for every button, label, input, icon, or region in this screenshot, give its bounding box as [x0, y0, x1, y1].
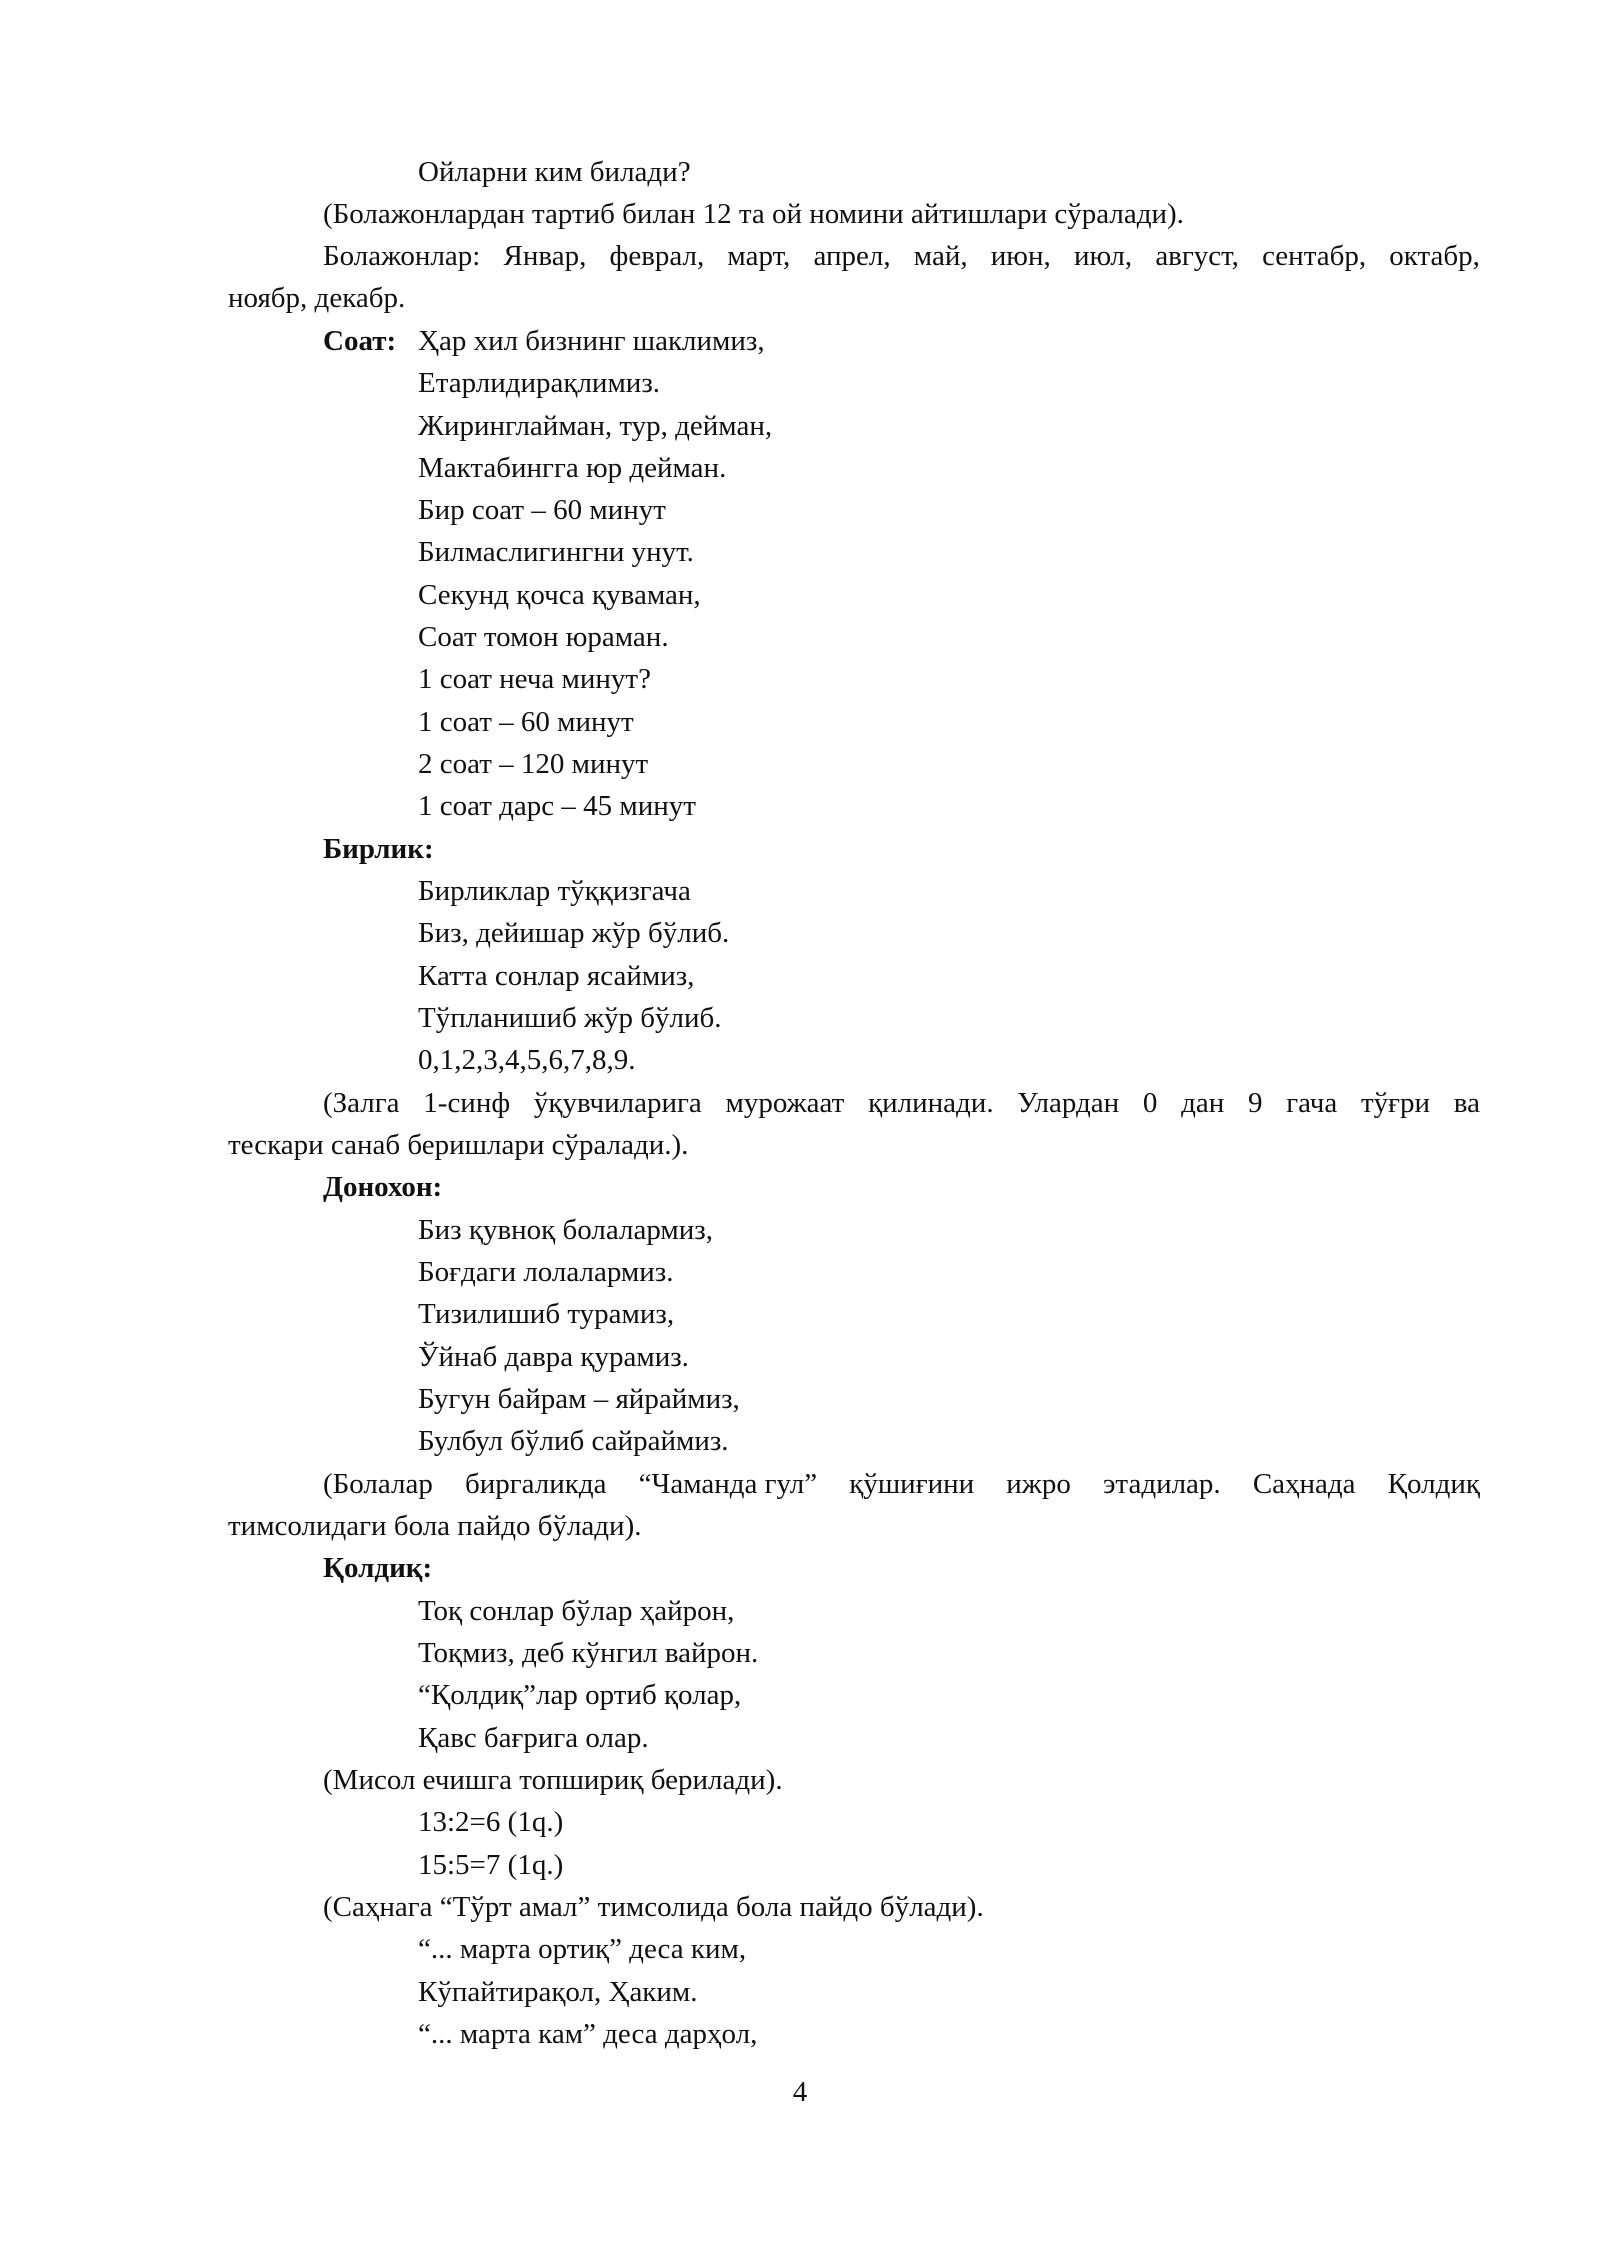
word: 0: [1142, 1087, 1158, 1119]
verse-line: Қавс бағрига олар.: [418, 1722, 649, 1754]
verse-line: Кўпайтирақол, Ҳаким.: [418, 1976, 698, 2008]
word: “Чаманда гул”: [638, 1468, 818, 1500]
word: апрел,: [813, 240, 891, 272]
word: қўшиғини: [849, 1468, 975, 1500]
verse-line: Бугун байрам – яйраймиз,: [418, 1383, 740, 1415]
text-line: тимсолидаги бола пайдо бўлади).: [228, 1510, 642, 1542]
verse-line: “... марта ортиқ” деса ким,: [418, 1933, 747, 1965]
verse-line: Тоқмиз, деб кўнгил вайрон.: [418, 1637, 759, 1669]
verse-line: Тўпланишиб жўр бўлиб.: [418, 1002, 722, 1034]
word: август,: [1155, 240, 1239, 272]
word: 1-синф: [423, 1087, 511, 1119]
word: ва: [1453, 1087, 1480, 1119]
word: (Залга: [323, 1087, 400, 1119]
speaker-label: Бирлик:: [323, 833, 434, 865]
word: ўқувчиларига: [533, 1087, 702, 1119]
verse-line: Соат томон юраман.: [418, 621, 669, 653]
equation-line: 13:2=6 (1q.): [418, 1806, 564, 1838]
word: май,: [913, 240, 968, 272]
word: Улардан: [1017, 1087, 1120, 1119]
word: Январ,: [503, 240, 587, 272]
word: феврал,: [609, 240, 705, 272]
verse-line: Тоқ сонлар бўлар ҳайрон,: [418, 1595, 735, 1627]
justified-line: [323, 242, 1480, 271]
word: июн,: [990, 240, 1051, 272]
verse-line: “... марта кам” деса дарҳол,: [418, 2018, 758, 2050]
word: мурожаат: [725, 1087, 845, 1119]
page-number: 4: [792, 2076, 808, 2108]
text-line: тескари санаб беришлари сўралади.).: [228, 1129, 689, 1161]
text-line: (Мисол ечишга топшириқ берилади).: [323, 1764, 783, 1796]
text-line: (Саҳнага “Тўрт амал” тимсолида бола пайдо бўлади).: [323, 1891, 984, 1923]
word: (Болалар: [323, 1468, 433, 1500]
word: биргаликда: [465, 1468, 607, 1500]
text-line: ноябр, декабр.: [228, 282, 406, 314]
text-line: (Болажонлардан тартиб билан 12 та ой номини айтишлари сўралади).: [323, 198, 1184, 230]
word: октабр,: [1389, 240, 1480, 272]
verse-line: Секунд қочса қуваман,: [418, 579, 701, 611]
word: гача: [1286, 1087, 1338, 1119]
text-line: Ойларни ким билади?: [418, 156, 691, 188]
verse-line: Тизилишиб турамиз,: [418, 1298, 675, 1330]
verse-line: Катта сонлар ясаймиз,: [418, 960, 695, 992]
verse-line: Бир соат – 60 минут: [418, 494, 666, 526]
speaker-label: Донохон:: [323, 1171, 443, 1203]
verse-line: Боғдаги лолалармиз.: [418, 1256, 674, 1288]
verse-line: 1 соат неча минут?: [418, 663, 651, 695]
verse-line: 1 соат дарс – 45 минут: [418, 790, 696, 822]
equation-line: 15:5=7 (1q.): [418, 1849, 564, 1881]
justified-line: [323, 1470, 1480, 1499]
verse-line: “Қолдиқ”лар ортиб қолар,: [418, 1679, 742, 1711]
word: июл,: [1073, 240, 1133, 272]
word: қилинади.: [868, 1087, 994, 1119]
word: март,: [727, 240, 791, 272]
justified-line: [323, 1089, 1480, 1118]
verse-line: Етарлидирақлимиз.: [418, 367, 661, 399]
verse-line: 1 соат – 60 минут: [418, 706, 634, 738]
verse-line: 0,1,2,3,4,5,6,7,8,9.: [418, 1044, 636, 1076]
verse-line: Жиринглайман, тур, дейман,: [418, 410, 773, 442]
verse-line: Мактабингга юр дейман.: [418, 452, 727, 484]
verse-line: Ўйнаб давра қурамиз.: [418, 1341, 689, 1373]
verse-line: 2 соат – 120 минут: [418, 748, 649, 780]
speaker-label: Соат:: [323, 325, 397, 357]
verse-line: Ҳар хил бизнинг шаклимиз,: [418, 325, 765, 357]
word: дан: [1181, 1087, 1225, 1119]
speaker-label: Қолдиқ:: [323, 1552, 433, 1584]
word: Саҳнада: [1252, 1468, 1356, 1500]
word: Қолдиқ: [1387, 1468, 1480, 1500]
verse-line: Биз қувноқ болалармиз,: [418, 1214, 713, 1246]
verse-line: Булбул бўлиб сайраймиз.: [418, 1425, 729, 1457]
word: сентабр,: [1262, 240, 1367, 272]
word: ижро: [1006, 1468, 1071, 1500]
word: 9: [1247, 1087, 1263, 1119]
verse-line: Билмаслигингни унут.: [418, 536, 694, 568]
word: тўғри: [1360, 1087, 1431, 1119]
verse-line: Биз, дейишар жўр бўлиб.: [418, 917, 730, 949]
word: Болажонлар:: [323, 240, 481, 272]
verse-line: Бирликлар тўққизгача: [418, 875, 691, 907]
word: этадилар.: [1102, 1468, 1221, 1500]
